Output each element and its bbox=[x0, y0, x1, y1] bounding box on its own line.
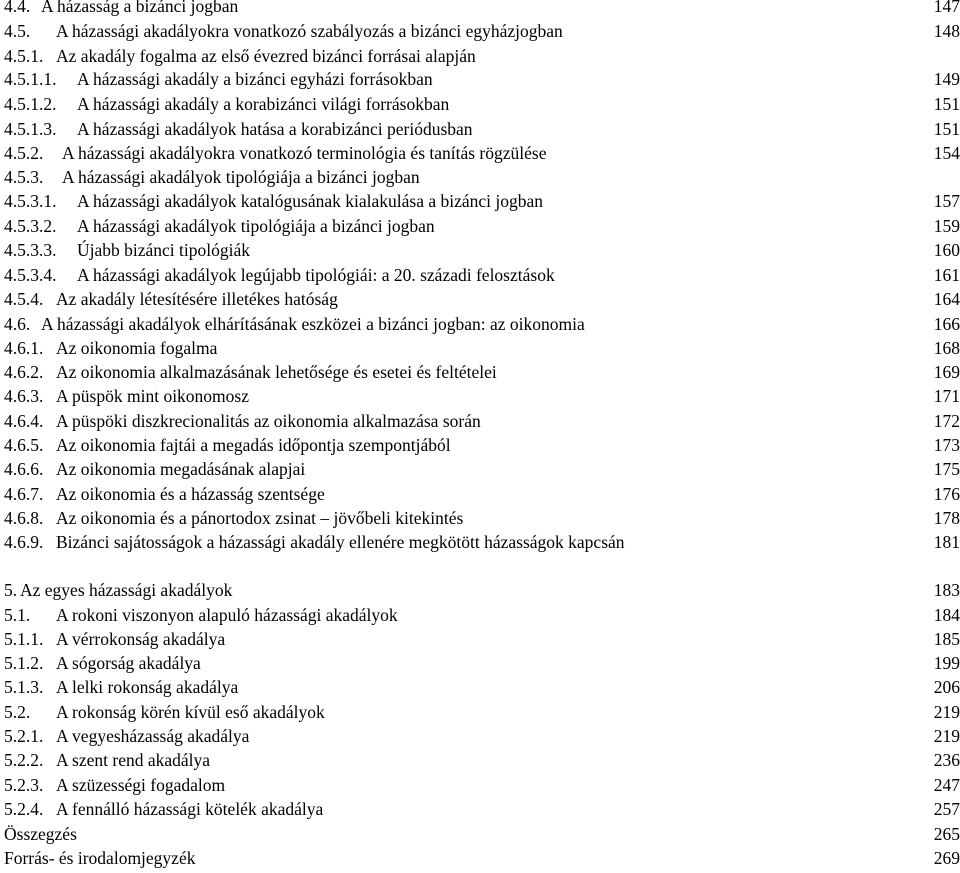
toc-entry-number: 4.6. bbox=[4, 314, 31, 334]
toc-entry bbox=[4, 506, 960, 530]
toc-entry-title: A házassági akadályok tipológiája a bizánci jogban bbox=[62, 167, 420, 187]
toc-entry-number: 4.5.1. bbox=[4, 46, 44, 66]
toc-entry-number: 4.5. bbox=[4, 21, 31, 41]
toc-entry bbox=[4, 748, 960, 772]
toc-entry bbox=[4, 773, 960, 797]
toc-entry bbox=[4, 117, 960, 141]
toc-entry-number: 4.6.1. bbox=[4, 338, 44, 358]
toc-entry-page: 173 bbox=[933, 435, 960, 455]
toc-entry-page: 265 bbox=[933, 824, 960, 844]
toc-entry-title: A vegyesházasság akadálya bbox=[56, 726, 250, 746]
toc-entry-page: 236 bbox=[933, 750, 960, 770]
toc-entry-number: 4.5.3. bbox=[4, 167, 44, 187]
toc-entry-number: 4.6.3. bbox=[4, 386, 44, 406]
toc-entry-title: A házassági akadályok hatása a korabizánci periódusban bbox=[77, 119, 473, 139]
toc-entry-number: 5.1.1. bbox=[4, 629, 44, 649]
toc-entry-title: A házassági akadályokra vonatkozó terminológia és tanítás rögzülése bbox=[62, 143, 547, 163]
toc-entry-page: 199 bbox=[933, 653, 960, 673]
toc-entry-title: A fennálló házassági kötelék akadálya bbox=[56, 799, 324, 819]
toc-entry-title: A házasság a bizánci jogban bbox=[41, 0, 239, 16]
toc-entry bbox=[4, 336, 960, 360]
toc-entry-page: 151 bbox=[933, 119, 960, 139]
toc-entry-number: 5.2.4. bbox=[4, 799, 44, 819]
toc-entry bbox=[4, 627, 960, 651]
toc-entry-page: 151 bbox=[933, 94, 960, 114]
toc-entry-page: 257 bbox=[933, 799, 960, 819]
toc-entry-title: A püspök mint oikonomosz bbox=[56, 386, 249, 406]
toc-entry-number: 4.6.9. bbox=[4, 532, 44, 552]
toc-entry-page: 185 bbox=[933, 629, 960, 649]
toc-entry-number: 5.1. bbox=[4, 605, 31, 625]
toc-entry-page: 175 bbox=[933, 459, 960, 479]
toc-entry-page: 176 bbox=[933, 484, 960, 504]
toc-entry-number: 5. bbox=[4, 580, 18, 600]
toc-entry-title: Az oikonomia fajtái a megadás időpontja szempontjából bbox=[56, 435, 451, 455]
toc-entry bbox=[4, 214, 960, 238]
toc-entry bbox=[4, 141, 960, 165]
toc-entry bbox=[4, 700, 960, 724]
toc-entry-title: A házassági akadályok tipológiája a bizánci jogban bbox=[77, 216, 435, 236]
toc-entry-page: 149 bbox=[933, 69, 960, 89]
toc-entry-page: 219 bbox=[933, 702, 960, 722]
toc-entry bbox=[4, 44, 960, 68]
toc-entry-number: 4.5.3.3. bbox=[4, 240, 57, 260]
toc-entry bbox=[4, 846, 960, 870]
toc-entry-title: A házassági akadályokra vonatkozó szabályozás a bizánci egyházjogban bbox=[56, 21, 563, 41]
toc-entry-title: Az akadály létesítésére illetékes hatóság bbox=[56, 289, 338, 309]
toc-entry-title: Az oikonomia fogalma bbox=[56, 338, 218, 358]
toc-entry bbox=[4, 409, 960, 433]
toc-entry-title: A házassági akadályok elhárításának eszközei a bizánci jogban: az oikonomia bbox=[41, 314, 585, 334]
toc-entry-number: 5.2.1. bbox=[4, 726, 44, 746]
toc-entry bbox=[4, 189, 960, 213]
toc-entry-page: 154 bbox=[933, 143, 960, 163]
toc-entry-page: 183 bbox=[933, 580, 960, 600]
toc-entry-title: Az oikonomia és a házasság szentsége bbox=[56, 484, 325, 504]
toc-entry-number: 4.5.1.1. bbox=[4, 69, 57, 89]
toc-entry-number: 5.2. bbox=[4, 702, 31, 722]
toc-entry bbox=[4, 603, 960, 627]
toc-entry-number: 4.5.1.2. bbox=[4, 94, 57, 114]
toc-entry-title: Az akadály fogalma az első évezred bizánci forrásai alapján bbox=[56, 46, 476, 66]
toc-entry-page: 160 bbox=[933, 240, 960, 260]
toc-entry bbox=[4, 822, 960, 846]
toc-entry-page: 161 bbox=[933, 265, 960, 285]
toc-entry-page: 171 bbox=[933, 386, 960, 406]
toc-entry-page: 247 bbox=[933, 775, 960, 795]
toc-entry-number: 5.1.3. bbox=[4, 677, 44, 697]
toc-entry bbox=[4, 67, 960, 91]
toc-entry-number: 4.5.4. bbox=[4, 289, 44, 309]
toc-entry-title: A püspöki diszkrecionalitás az oikonomia alkalmazása során bbox=[56, 411, 481, 431]
toc-entry bbox=[4, 578, 960, 602]
toc-entry-title: Az egyes házassági akadályok bbox=[20, 580, 233, 600]
toc-entry-title: Forrás- és irodalomjegyzék bbox=[4, 848, 196, 868]
toc-entry bbox=[4, 0, 960, 18]
toc-entry-number: 4.6.5. bbox=[4, 435, 44, 455]
toc-entry-number: 4.4. bbox=[4, 0, 31, 16]
toc-entry-number: 4.6.2. bbox=[4, 362, 44, 382]
toc-entry-title: A vérrokonság akadálya bbox=[56, 629, 226, 649]
toc-entry-page: 181 bbox=[933, 532, 960, 552]
toc-entry-page: 166 bbox=[933, 314, 960, 334]
toc-entry-page: 169 bbox=[933, 362, 960, 382]
toc-entry-page: 159 bbox=[933, 216, 960, 236]
toc-entry-title: Az oikonomia megadásának alapjai bbox=[56, 459, 306, 479]
toc-entry-title: A házassági akadályok katalógusának kialakulása a bizánci jogban bbox=[77, 191, 544, 211]
toc-entry-page: 178 bbox=[933, 508, 960, 528]
toc-entry bbox=[4, 165, 960, 189]
toc-entry-page: 157 bbox=[933, 191, 960, 211]
toc-entry-page: 219 bbox=[933, 726, 960, 746]
toc-entry-page: 172 bbox=[933, 411, 960, 431]
toc-entry-number: 4.6.6. bbox=[4, 459, 44, 479]
toc-entry-title: A sógorság akadálya bbox=[56, 653, 201, 673]
toc-entry bbox=[4, 433, 960, 457]
toc-entry-title: A rokoni viszonyon alapuló házassági akadályok bbox=[56, 605, 398, 625]
toc-entry-page: 147 bbox=[933, 0, 960, 16]
toc-entry-number: 4.5.3.2. bbox=[4, 216, 57, 236]
toc-entry bbox=[4, 457, 960, 481]
toc-entry-title: Bizánci sajátosságok a házassági akadály ellenére megkötött házasságok kapcsán bbox=[56, 532, 625, 552]
toc-entry-title: Az oikonomia alkalmazásának lehetősége és esetei és feltételei bbox=[56, 362, 497, 382]
toc-entry bbox=[4, 384, 960, 408]
toc-entry-title: A házassági akadály a bizánci egyházi forrásokban bbox=[77, 69, 433, 89]
toc-entry bbox=[4, 19, 960, 43]
toc-entry-number: 4.6.7. bbox=[4, 484, 44, 504]
toc-entry bbox=[4, 651, 960, 675]
toc-entry bbox=[4, 312, 960, 336]
toc-entry-title: Az oikonomia és a pánortodox zsinat – jövőbeli kitekintés bbox=[56, 508, 464, 528]
toc-entry-page: 168 bbox=[933, 338, 960, 358]
toc-entry bbox=[4, 724, 960, 748]
toc-entry-page: 148 bbox=[933, 21, 960, 41]
toc-entry-title: A szüzességi fogadalom bbox=[56, 775, 226, 795]
toc-entry bbox=[4, 797, 960, 821]
toc-entry-number: 4.6.4. bbox=[4, 411, 44, 431]
table-of-contents bbox=[4, 0, 960, 873]
toc-entry-title: A rokonság körén kívül eső akadályok bbox=[56, 702, 325, 722]
toc-entry-number: 4.5.2. bbox=[4, 143, 44, 163]
toc-entry-title: A szent rend akadálya bbox=[56, 750, 211, 770]
toc-entry bbox=[4, 238, 960, 262]
toc-entry bbox=[4, 482, 960, 506]
toc-entry-title: A lelki rokonság akadálya bbox=[56, 677, 239, 697]
toc-entry bbox=[4, 360, 960, 384]
toc-entry-page: 164 bbox=[933, 289, 960, 309]
toc-entry-page: 269 bbox=[933, 848, 960, 868]
toc-entry-number: 4.5.1.3. bbox=[4, 119, 57, 139]
toc-entry bbox=[4, 287, 960, 311]
toc-entry-number: 5.1.2. bbox=[4, 653, 44, 673]
toc-entry bbox=[4, 92, 960, 116]
toc-entry-title: A házassági akadályok legújabb tipológiái: a 20. századi felosztások bbox=[77, 265, 555, 285]
toc-entry-number: 5.2.2. bbox=[4, 750, 44, 770]
toc-entry-number: 5.2.3. bbox=[4, 775, 44, 795]
toc-entry bbox=[4, 675, 960, 699]
toc-entry-page: 184 bbox=[933, 605, 960, 625]
toc-entry-number: 4.5.3.4. bbox=[4, 265, 57, 285]
toc-entry bbox=[4, 530, 960, 554]
toc-entry-number: 4.5.3.1. bbox=[4, 191, 57, 211]
toc-entry-title: Újabb bizánci tipológiák bbox=[77, 240, 251, 260]
toc-entry-title: A házassági akadály a korabizánci világi forrásokban bbox=[77, 94, 450, 114]
toc-entry-number: 4.6.8. bbox=[4, 508, 44, 528]
toc-entry-title: Összegzés bbox=[4, 824, 77, 844]
toc-entry-page: 206 bbox=[933, 677, 960, 697]
toc-entry bbox=[4, 263, 960, 287]
